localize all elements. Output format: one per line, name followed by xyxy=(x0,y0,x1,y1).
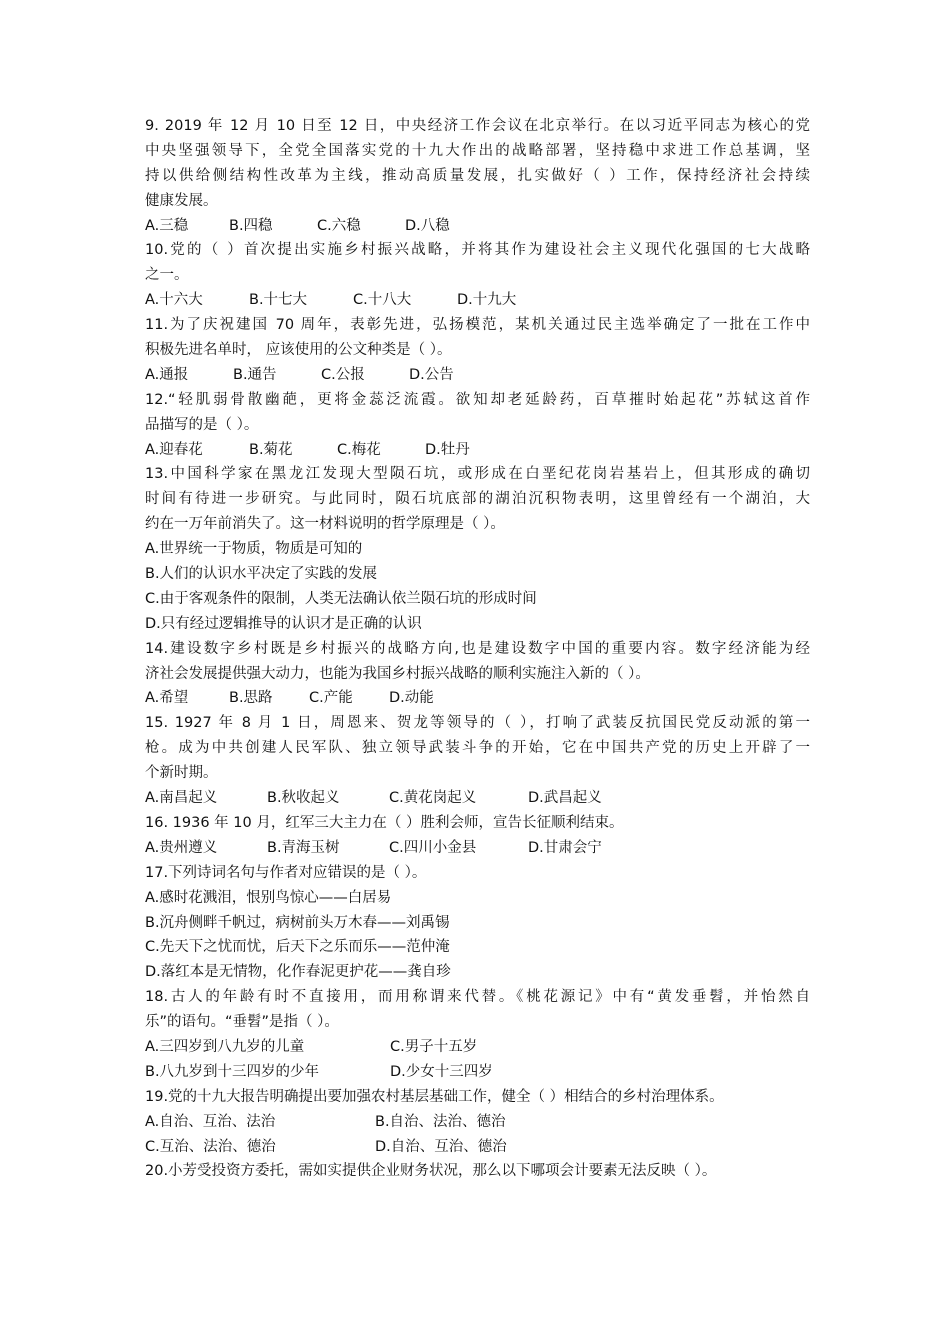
question-text-line: 19.党的十九大报告明确提出要加强农村基层基础工作，健全（ ）相结合的乡村治理体系。 xyxy=(145,1088,724,1105)
option-c: C.四川小金县 xyxy=(389,839,477,856)
options-row xyxy=(145,438,810,463)
option-a: A.三稳 xyxy=(145,217,189,234)
options-row xyxy=(145,786,810,811)
options-row xyxy=(145,1060,810,1085)
option-c: C.十八大 xyxy=(353,292,412,309)
question-text-line: 积极先进名单时， 应该使用的公文种类是（ ）。 xyxy=(145,342,452,359)
question-text-line: 枪。成为中共创建人民军队、独立领导武装斗争的开始，它在中国共产党的历史上开辟了一 xyxy=(145,740,810,757)
option-b: B.自治、法治、德治 xyxy=(375,1113,506,1130)
option-a: A.自治、互治、法治 xyxy=(145,1113,276,1130)
question-text-line: 个新时期。 xyxy=(145,765,218,782)
option-d: D.自治、互治、德治 xyxy=(375,1138,507,1155)
option-b: B.通告 xyxy=(233,366,277,383)
question-text-line: 品描写的是（ ）。 xyxy=(145,416,259,433)
option-a: A.十六大 xyxy=(145,292,203,309)
option-d: D.武昌起义 xyxy=(528,790,602,807)
question-text-line: 9. 2019 年 12 月 10 日至 12 日，中央经济工作会议在北京举行。在以习近平同志为核心的党 xyxy=(145,118,810,134)
options-row xyxy=(145,1135,810,1160)
question-17 xyxy=(145,861,810,985)
question-text-line: 济社会发展提供强大动力，也能为我国乡村振兴战略的顺利实施注入新的（ ）。 xyxy=(145,665,650,682)
option-b: B.人们的认识水平决定了实践的发展 xyxy=(145,566,378,583)
question-text-line: 18.古人的年龄有时不直接用，而用称谓来代替。《桃花源记》中有“黄发垂髫，并怡然自 xyxy=(145,989,810,1006)
question-text-line: 20.小芳受投资方委托，需如实提供企业财务状况，那么以下哪项会计要素无法反映（ ）。 xyxy=(145,1163,717,1180)
option-d: D.动能 xyxy=(389,690,434,707)
option-b: B.八九岁到十三四岁的少年 xyxy=(145,1063,320,1080)
options-row xyxy=(145,214,810,239)
question-text-line: 12.“轻肌弱骨散幽葩，更将金蕊泛流霞。欲知却老延龄药，百草摧时始起花”苏轼这首作 xyxy=(145,391,810,408)
question-9 xyxy=(145,114,810,238)
option-a: A.世界统一于物质，物质是可知的 xyxy=(145,541,363,558)
question-text-line: 10.党的（ ）首次提出实施乡村振兴战略，并将其作为建设社会主义现代化强国的七大战略 xyxy=(145,242,810,259)
question-text-line: 11.为了庆祝建国 70 周年，表彰先进，弘扬模范，某机关通过民主选举确定了一批在工作中 xyxy=(145,317,810,334)
option-d: D.少女十三四岁 xyxy=(390,1063,493,1080)
exam-page xyxy=(145,114,810,1184)
option-a: A.希望 xyxy=(145,690,189,707)
options-row xyxy=(145,363,810,388)
question-text-line: 之一。 xyxy=(145,267,189,284)
question-text-line: 中央坚强领导下，全党全国落实党的十九大作出的战略部署，坚持稳中求进工作总基调，坚 xyxy=(145,142,810,159)
question-16 xyxy=(145,811,810,861)
option-b: B.秋收起义 xyxy=(267,790,340,807)
question-11 xyxy=(145,313,810,388)
question-text-line: 持以供给侧结构性改革为主线，推动高质量发展，扎实做好（ ）工作，保持经济社会持续 xyxy=(145,167,810,184)
option-a: A.通报 xyxy=(145,366,189,383)
option-d: D.落红本是无情物，化作春泥更护花——龚自珍 xyxy=(145,964,451,981)
question-text-line: 乐”的语句。“垂髫”是指（ ）。 xyxy=(145,1014,339,1031)
options-row xyxy=(145,836,810,861)
option-b: B.菊花 xyxy=(249,441,293,458)
option-a: A.迎春花 xyxy=(145,441,203,458)
question-text-line: 13.中国科学家在黑龙江发现大型陨石坑，或形成在白垩纪花岗岩基岩上，但其形成的确切 xyxy=(145,466,810,483)
question-text-line: 17.下列诗词名句与作者对应错误的是（ ）。 xyxy=(145,864,427,881)
question-text-line: 约在一万年前消失了。这一材料说明的哲学原理是（ ）。 xyxy=(145,516,505,533)
option-c: C.公报 xyxy=(321,366,365,383)
question-10 xyxy=(145,238,810,313)
question-text-line: 14.建设数字乡村既是乡村振兴的战略方向,也是建设数字中国的重要内容。数字经济能为经 xyxy=(145,640,810,657)
option-d: D.甘肃会宁 xyxy=(528,839,602,856)
option-b: B.思路 xyxy=(229,690,273,707)
options-row xyxy=(145,288,810,313)
option-a: A.南昌起义 xyxy=(145,790,218,807)
option-a: A.贵州遵义 xyxy=(145,839,218,856)
option-d: D.牡丹 xyxy=(425,441,470,458)
question-14 xyxy=(145,637,810,712)
question-13 xyxy=(145,462,810,636)
option-d: D.公告 xyxy=(409,366,454,383)
question-text-line: 16. 1936 年 10 月，红军三大主力在（ ）胜利会师，宣告长征顺利结束。 xyxy=(145,814,624,831)
question-12 xyxy=(145,388,810,463)
options-row xyxy=(145,686,810,711)
question-18 xyxy=(145,985,810,1085)
option-c: C.男子十五岁 xyxy=(390,1038,478,1055)
question-15 xyxy=(145,711,810,811)
option-c: C.黄花岗起义 xyxy=(389,790,477,807)
option-b: B.十七大 xyxy=(249,292,308,309)
question-text-line: 健康发展。 xyxy=(145,192,218,209)
question-text-line: 15. 1927 年 8 月 1 日，周恩来、贺龙等领导的（ ），打响了武装反抗国民党反动派的第一 xyxy=(145,715,810,732)
option-b: B.青海玉树 xyxy=(267,839,340,856)
option-a: A.感时花溅泪，恨别鸟惊心——白居易 xyxy=(145,889,392,906)
option-d: D.十九大 xyxy=(457,292,517,309)
options-row xyxy=(145,1035,810,1060)
option-c: C.产能 xyxy=(309,690,353,707)
option-c: C.由于客观条件的限制，人类无法确认依兰陨石坑的形成时间 xyxy=(145,590,537,607)
option-c: C.梅花 xyxy=(337,441,381,458)
option-c: C.互治、法治、德治 xyxy=(145,1138,276,1155)
question-text-line: 时间有待进一步研究。与此同时，陨石坑底部的湖泊沉积物表明，这里曾经有一个湖泊，大 xyxy=(145,491,810,508)
option-a: A.三四岁到八九岁的儿童 xyxy=(145,1038,305,1055)
option-b: B.四稳 xyxy=(229,217,273,234)
option-d: D.只有经过逻辑推导的认识才是正确的认识 xyxy=(145,615,422,632)
option-c: C.六稳 xyxy=(317,217,361,234)
option-c: C.先天下之忧而忧，后天下之乐而乐——范仲淹 xyxy=(145,939,450,956)
option-b: B.沉舟侧畔千帆过，病树前头万木春——刘禹锡 xyxy=(145,914,450,931)
question-20 xyxy=(145,1159,810,1184)
question-19 xyxy=(145,1085,810,1160)
option-d: D.八稳 xyxy=(405,217,450,234)
options-row xyxy=(145,1110,810,1135)
